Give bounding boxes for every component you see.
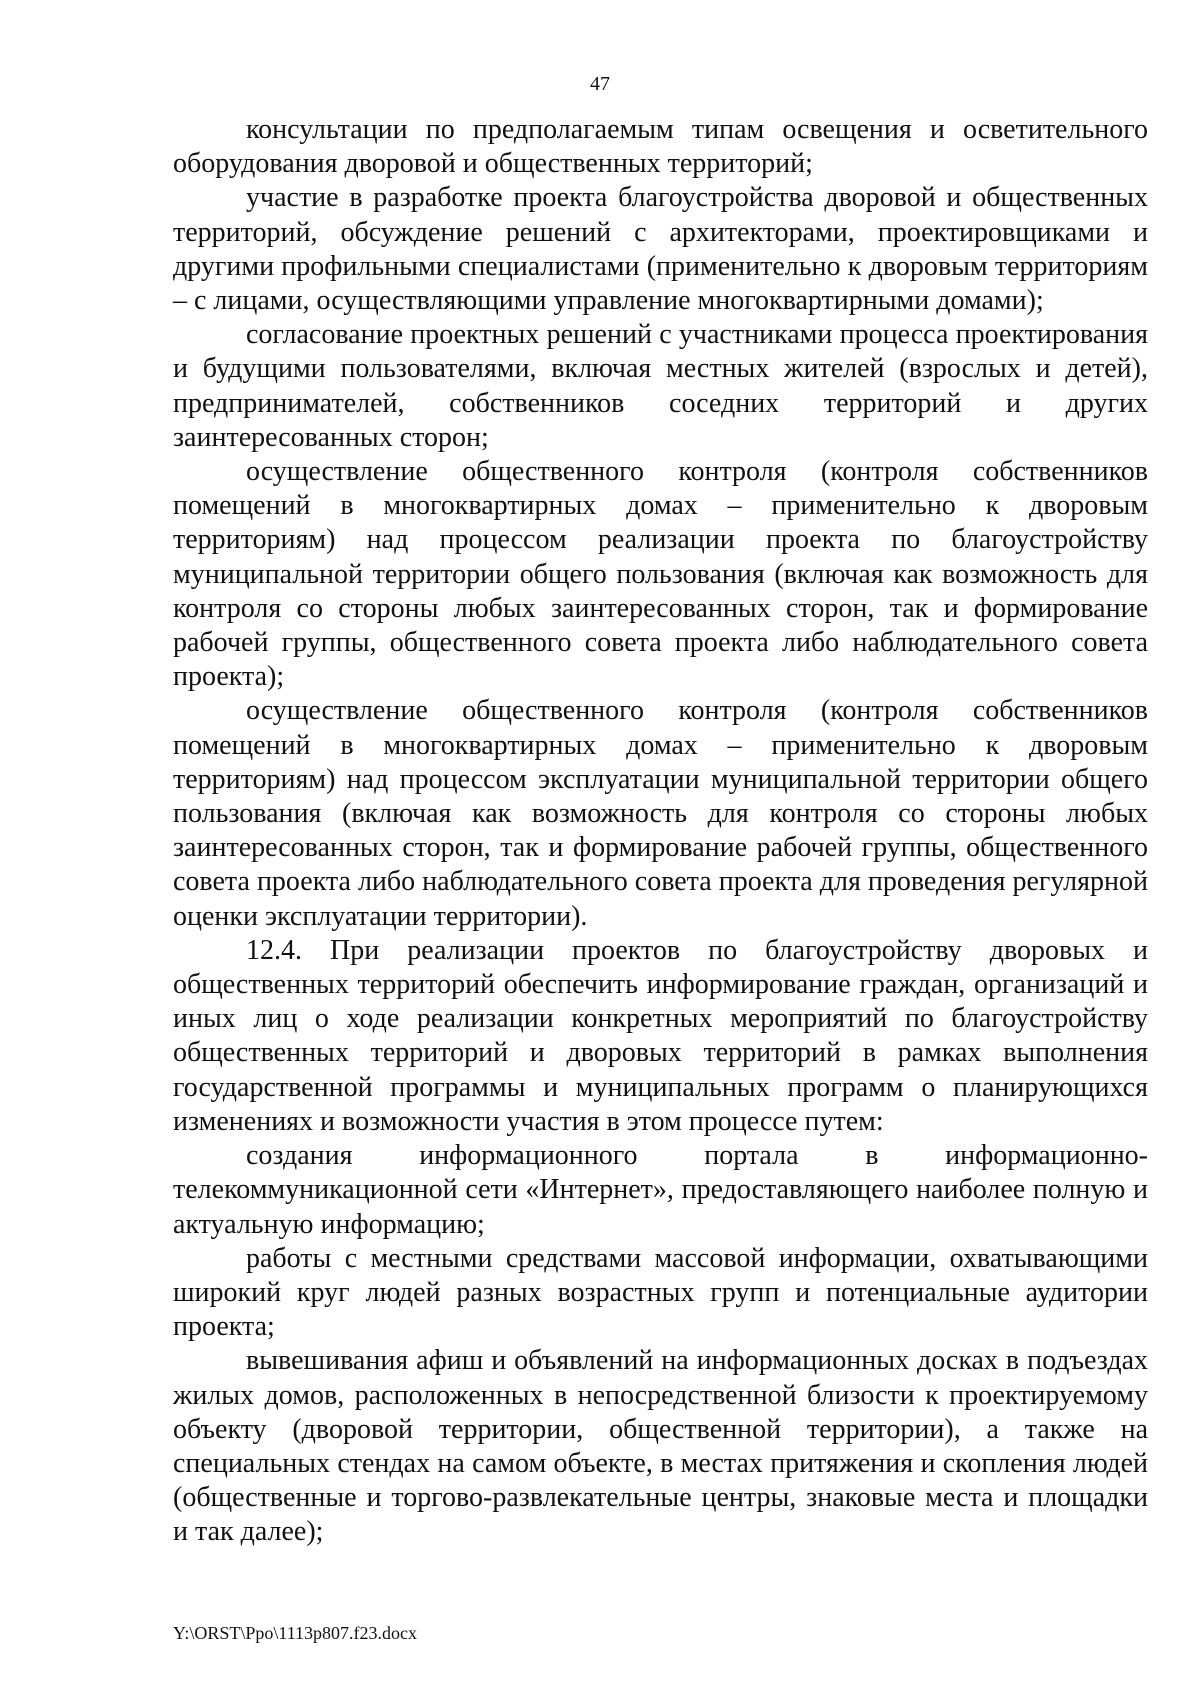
paragraph: согласование проектных решений с участниками процесса проектирования и будущими пользователями, включая местных жителей (взрослых и детей), предпринимателей, собственников соседних территорий и других заинтересованных сторон;	[173, 319, 1148, 453]
footer-file-path: Y:\ORST\Ppo\1113p807.f23.docx	[173, 1623, 418, 1643]
paragraph: осуществление общественного контроля (контроля собственников помещений в многоквартирных домах – применительно к дворовым территориям) над процессом эксплуатации муниципальной территории общего пользования (включая как возможность для контроля со стороны любых заинтересованных сторон, так и формирование рабочей группы, общественного совета проекта либо наблюдательного совета проекта для проведения регулярной оценки эксплуатации территории).	[173, 695, 1148, 932]
paragraph: создания информационного портала в информационно-телекоммуникационной сети «Интернет», предоставляющего наиболее полную и актуальную информацию;	[173, 1140, 1148, 1240]
paragraph: участие в разработке проекта благоустройства дворовой и общественных территорий, обсуждение решений с архитекторами, проектировщиками и другими профильными специалистами (применительно к дворовым территориям – с лицами, осуществляющими управление многоквартирными домами);	[173, 182, 1148, 317]
paragraph: консультации по предполагаемым типам освещения и осветительного оборудования дворовой и общественных территорий;	[173, 114, 1148, 180]
paragraph: вывешивания афиш и объявлений на информационных досках в подъездах жилых домов, расположенных в непосредственной близости к проектируемому объекту (дворовой территории, общественной территории), а также на специальных стендах на самом объекте, в местах притяжения и скопления людей (общественные и торгово-развлекательные центры, знаковые места и площадки и так далее);	[173, 1345, 1148, 1548]
paragraph: осуществление общественного контроля (контроля собственников помещений в многоквартирных домах – применительно к дворовым территориям) над процессом реализации проекта по благоустройству муниципальной территории общего пользования (включая как возможность для контроля со стороны любых заинтересованных сторон, так и формирование рабочей группы, общественного совета проекта либо наблюдательного совета проекта);	[173, 456, 1148, 693]
paragraph-section-12-4: 12.4. При реализации проектов по благоустройству дворовых и общественных территорий обеспечить информирование граждан, организаций и иных лиц о ходе реализации конкретных мероприятий по благоустройству общественных территорий и дворовых территорий в рамках выполнения государственной программы и муниципальных программ о планирующихся изменениях и возможности участия в этом процессе путем:	[173, 934, 1148, 1137]
paragraph: работы с местными средствами массовой информации, охватывающими широкий круг людей разных возрастных групп и потенциальные аудитории проекта;	[173, 1242, 1148, 1343]
document-body	[173, 113, 1148, 1550]
page-number: 47	[590, 73, 610, 95]
